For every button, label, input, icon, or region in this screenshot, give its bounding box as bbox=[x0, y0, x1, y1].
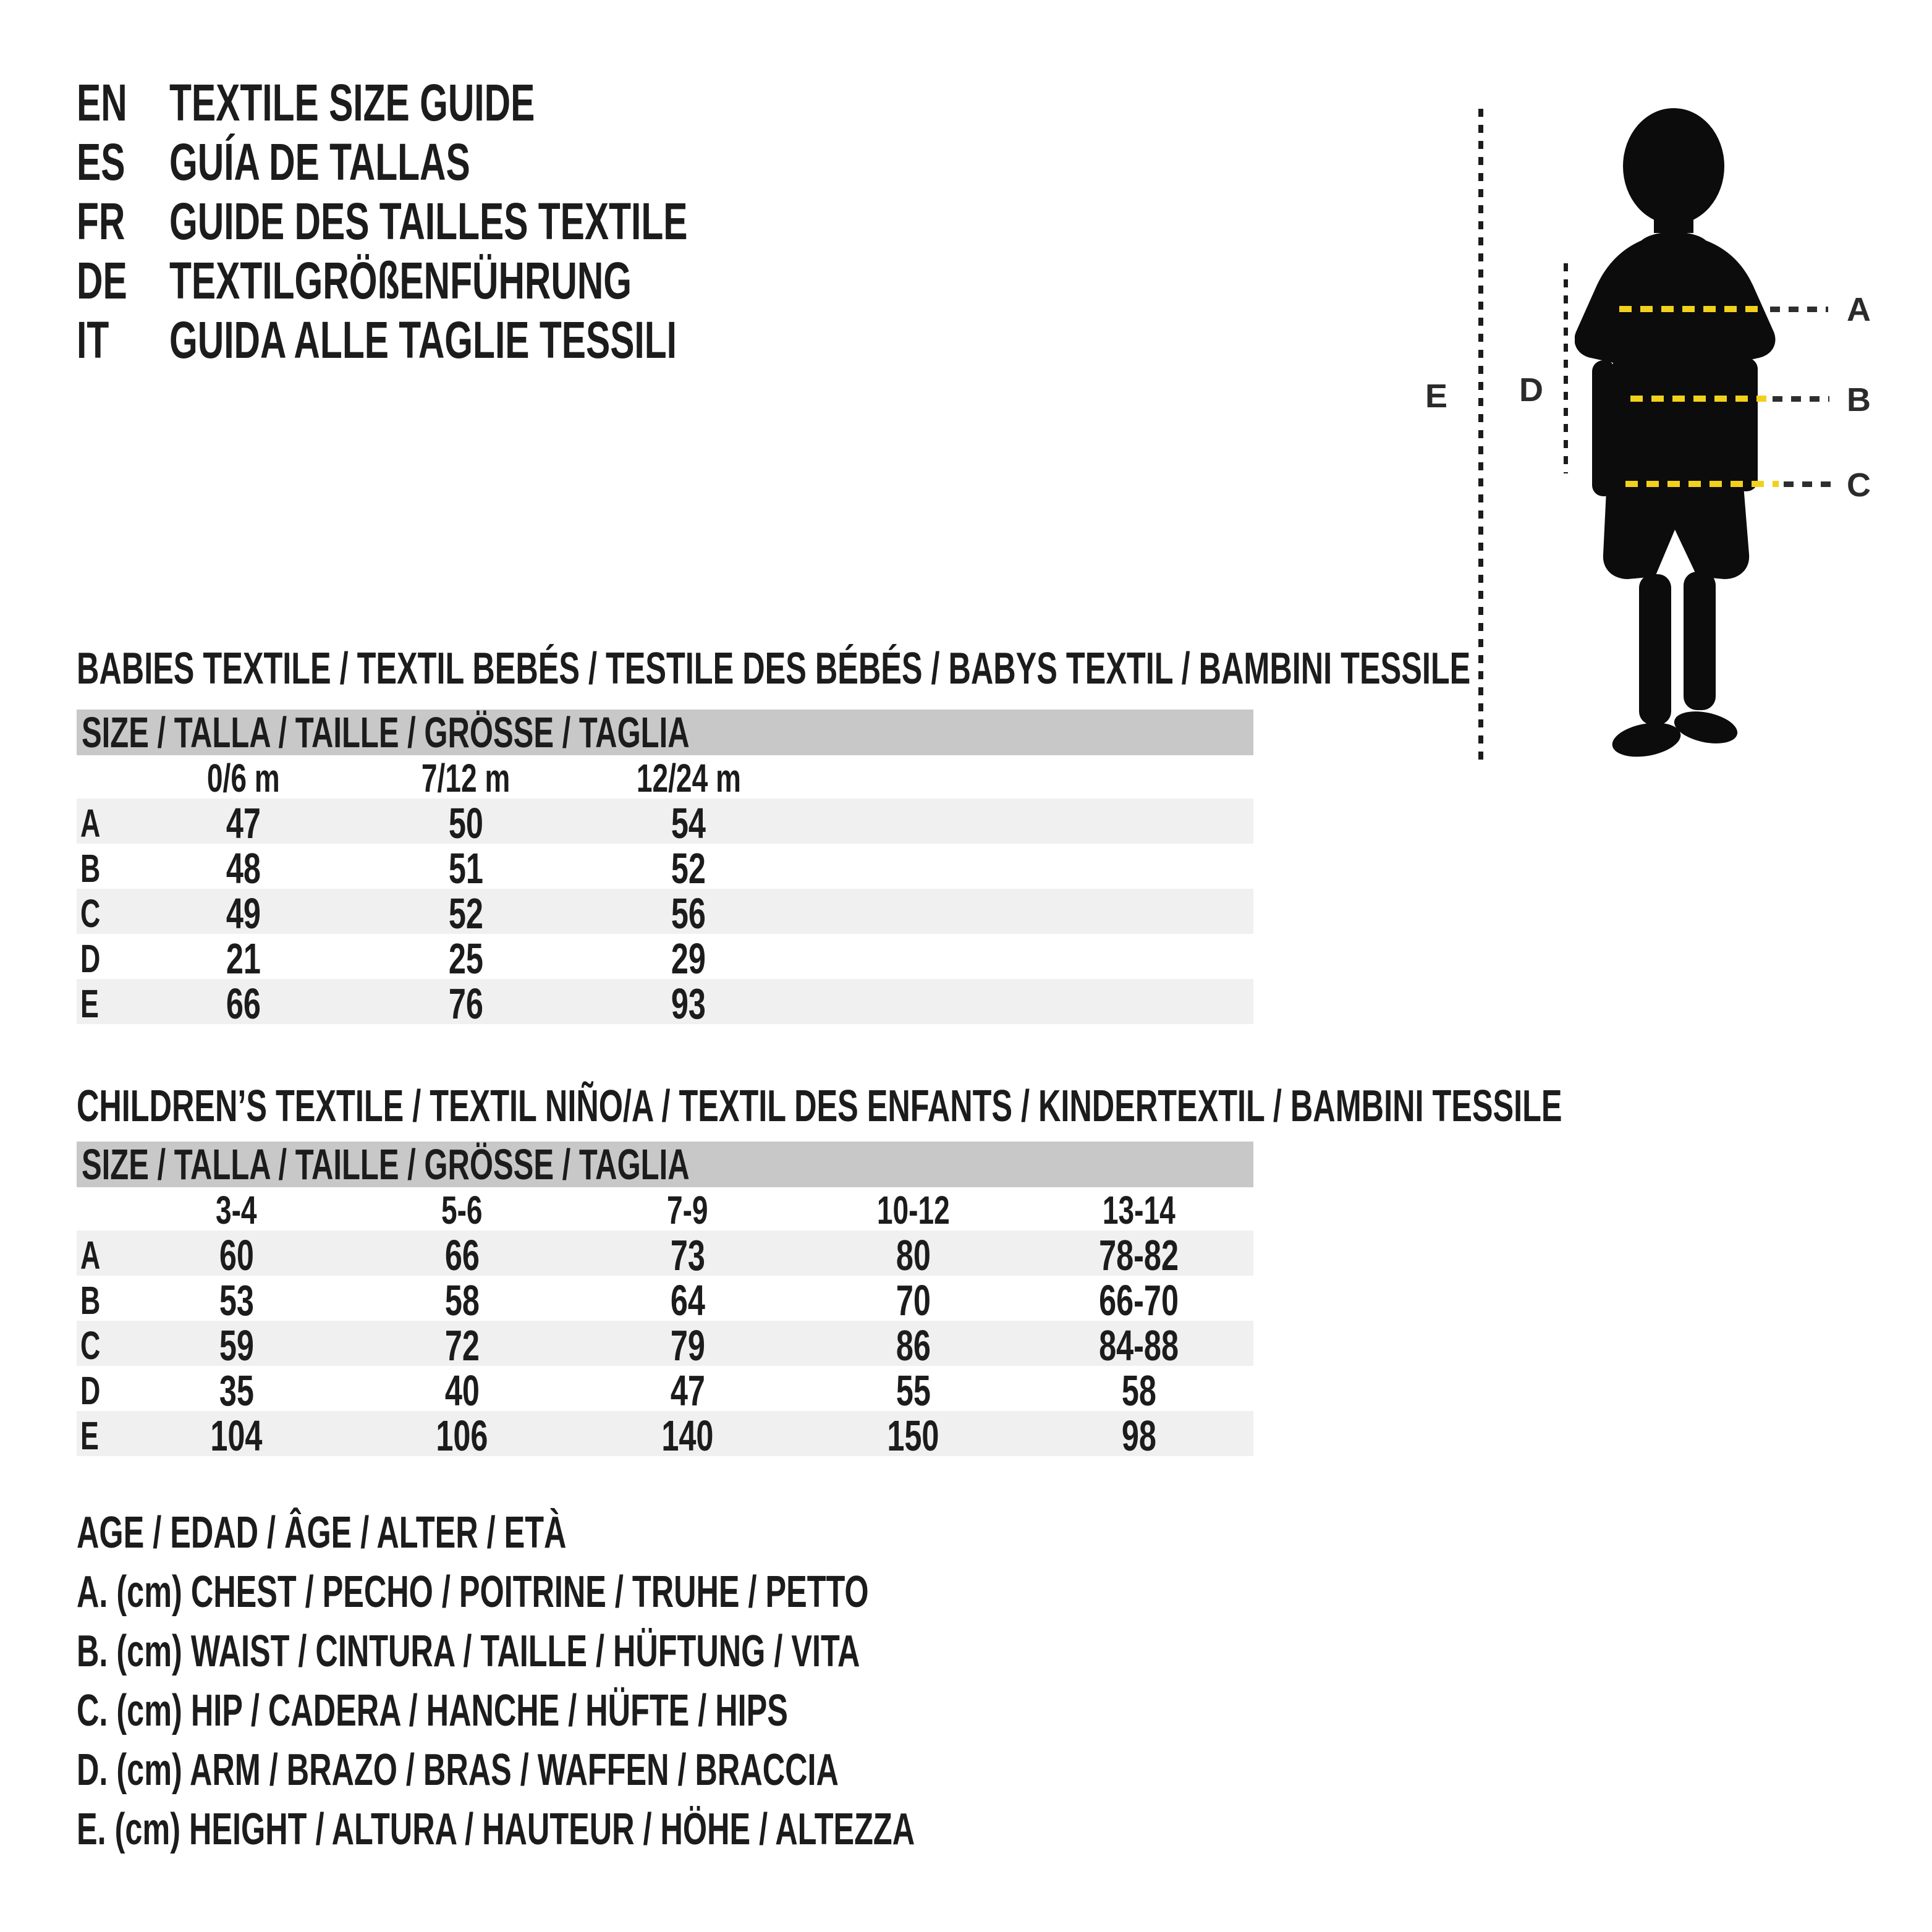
babies-row-c-val1: 49 bbox=[226, 889, 261, 938]
chest-measure-dash-yellow bbox=[1619, 306, 1763, 312]
children-row-d-val5: 58 bbox=[1121, 1366, 1156, 1415]
babies-row-c-label bbox=[77, 891, 132, 936]
children-row-b-label bbox=[77, 1277, 124, 1323]
lang-title-de bbox=[169, 251, 830, 311]
babies-row-b-label bbox=[77, 845, 132, 891]
children-row-a-label bbox=[77, 1232, 124, 1278]
hip-measure-dash-dark bbox=[1784, 481, 1833, 487]
children-row-a-col2 bbox=[349, 1231, 575, 1280]
babies-row-a-col2 bbox=[355, 799, 577, 848]
babies-row-a-col3 bbox=[577, 799, 800, 848]
children-row-b-col4 bbox=[800, 1276, 1026, 1325]
babies-colhead-7-12m bbox=[355, 755, 577, 801]
babies-colhead-7-12m-text: 7/12 m bbox=[422, 756, 511, 800]
babies-row-c-val2: 52 bbox=[448, 889, 484, 938]
lang-code-en-text: EN bbox=[77, 73, 127, 132]
legend-hip bbox=[77, 1681, 1274, 1740]
babies-row-d-col3 bbox=[577, 934, 800, 983]
babies-row-b bbox=[77, 844, 1253, 892]
children-row-d-label-text: D bbox=[80, 1368, 101, 1413]
children-row-b-val5: 66-70 bbox=[1099, 1276, 1179, 1324]
children-row-c-val5: 84-88 bbox=[1099, 1321, 1179, 1370]
children-row-c-val2: 72 bbox=[444, 1321, 480, 1370]
arm-measure-dotted-line bbox=[1564, 263, 1568, 473]
children-colhead-10-12-text: 10-12 bbox=[876, 1188, 950, 1232]
babies-column-header-row bbox=[77, 755, 1253, 799]
children-row-b-label-text: B bbox=[80, 1278, 101, 1323]
waist-measure-dash-yellow bbox=[1630, 396, 1766, 402]
children-row-a-label-text: A bbox=[80, 1233, 101, 1277]
babies-row-a-col1 bbox=[132, 799, 355, 848]
children-row-a-val4: 80 bbox=[896, 1231, 931, 1279]
children-row-e bbox=[77, 1411, 1253, 1460]
legend-age bbox=[77, 1503, 1274, 1562]
silhouette-left-arm bbox=[1592, 360, 1616, 496]
legend-arm-text: D. (cm) ARM / BRAZO / BRAS / WAFFEN / BRACCIA bbox=[77, 1745, 839, 1795]
silhouette-neck bbox=[1654, 203, 1693, 233]
children-section-heading bbox=[77, 1080, 1932, 1132]
children-row-b-col2 bbox=[349, 1276, 575, 1325]
children-colhead-7-9 bbox=[575, 1187, 800, 1233]
lang-title-es-text: GUÍA DE TALLAS bbox=[169, 132, 470, 191]
children-row-d-label bbox=[77, 1368, 124, 1413]
lang-row-en bbox=[77, 73, 910, 132]
lang-title-it bbox=[169, 310, 894, 370]
children-row-c-col5 bbox=[1026, 1321, 1252, 1370]
babies-row-d-label bbox=[77, 936, 132, 981]
legend-chest-text: A. (cm) CHEST / PECHO / POITRINE / TRUHE / PETTO bbox=[77, 1567, 869, 1617]
lang-code-it-text: IT bbox=[77, 310, 109, 369]
children-row-e-col4 bbox=[800, 1411, 1026, 1460]
babies-row-b-val2: 51 bbox=[448, 844, 484, 892]
children-row-a-val5: 78-82 bbox=[1099, 1231, 1179, 1279]
babies-row-a-val3: 54 bbox=[671, 799, 706, 847]
lang-title-fr-text: GUIDE DES TAILLES TEXTILE bbox=[169, 192, 688, 250]
lang-row-it bbox=[77, 310, 910, 370]
babies-row-d bbox=[77, 934, 1253, 983]
legend-waist bbox=[77, 1622, 1274, 1681]
children-row-e-col2 bbox=[349, 1411, 575, 1460]
children-row-b-col5 bbox=[1026, 1276, 1252, 1325]
children-row-a-col4 bbox=[800, 1231, 1026, 1280]
babies-row-c bbox=[77, 889, 1253, 938]
lang-title-it-text: GUIDA ALLE TAGLIE TESSILI bbox=[169, 310, 677, 369]
waist-measure-dash-dark bbox=[1773, 396, 1829, 402]
children-row-c-col1 bbox=[124, 1321, 349, 1370]
children-row-d-col4 bbox=[800, 1366, 1026, 1415]
children-colhead-3-4-text: 3-4 bbox=[216, 1188, 257, 1232]
lang-code-en bbox=[77, 73, 169, 133]
babies-row-b-val3: 52 bbox=[671, 844, 706, 892]
children-colhead-5-6 bbox=[349, 1187, 575, 1233]
children-row-a-val1: 60 bbox=[219, 1231, 254, 1279]
babies-section-heading-text: BABIES TEXTILE / TEXTIL BEBÉS / TESTILE DES BÉBÉS / BABYS TEXTIL / BAMBINI TESSILE bbox=[77, 644, 1471, 693]
babies-colhead-12-24m bbox=[577, 755, 800, 801]
babies-row-a-label bbox=[77, 800, 132, 846]
children-row-b-val3: 64 bbox=[670, 1276, 705, 1324]
children-row-c-col2 bbox=[349, 1321, 575, 1370]
lang-code-es-text: ES bbox=[77, 132, 125, 191]
babies-row-c-col1 bbox=[132, 889, 355, 938]
children-row-e-col5 bbox=[1026, 1411, 1252, 1460]
children-row-e-label bbox=[77, 1413, 124, 1459]
babies-section-heading bbox=[77, 643, 1932, 695]
children-row-c-val3: 79 bbox=[670, 1321, 705, 1370]
measure-label-c: C bbox=[1847, 467, 1871, 504]
babies-row-d-val2: 25 bbox=[448, 934, 484, 983]
measurement-legend bbox=[77, 1503, 1274, 1859]
lang-title-en bbox=[169, 73, 692, 133]
babies-row-c-col2 bbox=[355, 889, 577, 938]
lang-code-es bbox=[77, 132, 169, 192]
babies-row-e-col2 bbox=[355, 979, 577, 1028]
babies-row-e-val1: 66 bbox=[226, 980, 261, 1028]
children-row-a-col1 bbox=[124, 1231, 349, 1280]
babies-row-b-label-text: B bbox=[80, 846, 101, 891]
lang-code-it bbox=[77, 310, 169, 370]
babies-row-c-col3 bbox=[577, 889, 800, 938]
children-row-e-val5: 98 bbox=[1121, 1412, 1156, 1460]
children-row-d-val4: 55 bbox=[896, 1366, 931, 1415]
babies-row-a bbox=[77, 799, 1253, 847]
children-row-e-col3 bbox=[575, 1411, 800, 1460]
children-row-a-val3: 73 bbox=[670, 1231, 705, 1279]
children-row-c-val1: 59 bbox=[219, 1321, 254, 1370]
lang-title-fr bbox=[169, 192, 910, 252]
babies-row-b-val1: 48 bbox=[226, 844, 261, 892]
hip-measure-dash-yellow bbox=[1625, 481, 1779, 487]
babies-row-b-col3 bbox=[577, 844, 800, 893]
children-colhead-10-12 bbox=[800, 1187, 1026, 1233]
legend-waist-text: B. (cm) WAIST / CINTURA / TAILLE / HÜFTUNG / VITA bbox=[77, 1627, 860, 1676]
children-row-d bbox=[77, 1366, 1253, 1415]
babies-colhead-0-6m bbox=[132, 755, 355, 801]
babies-row-a-label-text: A bbox=[80, 801, 101, 845]
children-row-c-val4: 86 bbox=[896, 1321, 931, 1370]
children-row-e-val3: 140 bbox=[661, 1412, 714, 1460]
children-row-e-val2: 106 bbox=[436, 1412, 488, 1460]
silhouette-right-arm bbox=[1734, 358, 1758, 491]
babies-row-e-val3: 93 bbox=[671, 980, 706, 1028]
children-colhead-13-14-text: 13-14 bbox=[1102, 1188, 1176, 1232]
children-size-table bbox=[77, 1140, 1253, 1460]
lang-title-en-text: TEXTILE SIZE GUIDE bbox=[169, 73, 535, 132]
children-colhead-7-9-text: 7-9 bbox=[667, 1188, 708, 1232]
children-row-a-col3 bbox=[575, 1231, 800, 1280]
silhouette-left-shoe bbox=[1609, 718, 1683, 762]
children-row-b bbox=[77, 1276, 1253, 1324]
children-row-a bbox=[77, 1231, 1253, 1279]
legend-height-text: E. (cm) HEIGHT / ALTURA / HAUTEUR / HÖHE / ALTEZZA bbox=[77, 1805, 915, 1854]
children-row-b-val4: 70 bbox=[896, 1276, 931, 1324]
children-section-heading-text: CHILDREN’S TEXTILE / TEXTIL NIÑO/A / TEXTIL DES ENFANTS / KINDERTEXTIL / BAMBINI TESSILE bbox=[77, 1082, 1562, 1131]
children-row-e-val1: 104 bbox=[210, 1412, 263, 1460]
babies-row-d-label-text: D bbox=[80, 936, 101, 981]
children-row-d-col5 bbox=[1026, 1366, 1252, 1415]
chest-measure-dash-dark bbox=[1770, 307, 1828, 312]
children-row-c bbox=[77, 1321, 1253, 1370]
lang-row-es bbox=[77, 132, 910, 192]
children-row-d-col3 bbox=[575, 1366, 800, 1415]
lang-row-fr bbox=[77, 192, 910, 251]
children-row-c-label-text: C bbox=[80, 1323, 101, 1368]
children-row-c-label bbox=[77, 1323, 124, 1368]
language-title-block bbox=[77, 73, 910, 370]
measure-label-e: E bbox=[1425, 378, 1448, 415]
babies-row-e-label bbox=[77, 981, 132, 1027]
lang-title-de-text: TEXTILGRÖßENFÜHRUNG bbox=[169, 251, 632, 310]
lang-row-de bbox=[77, 251, 910, 310]
children-row-d-val2: 40 bbox=[444, 1366, 480, 1415]
children-row-b-val2: 58 bbox=[444, 1276, 480, 1324]
children-row-b-col3 bbox=[575, 1276, 800, 1325]
babies-row-d-val1: 21 bbox=[226, 934, 261, 983]
lang-code-fr bbox=[77, 192, 169, 252]
measure-label-d: D bbox=[1519, 371, 1543, 409]
lang-code-de bbox=[77, 251, 169, 311]
babies-row-e-col3 bbox=[577, 979, 800, 1028]
children-row-c-col3 bbox=[575, 1321, 800, 1370]
legend-arm bbox=[77, 1740, 1274, 1800]
children-row-d-col1 bbox=[124, 1366, 349, 1415]
babies-row-d-val3: 29 bbox=[671, 934, 706, 983]
children-colhead-13-14 bbox=[1026, 1187, 1252, 1233]
babies-row-b-col1 bbox=[132, 844, 355, 893]
silhouette-shorts bbox=[1603, 478, 1749, 579]
children-row-e-val4: 150 bbox=[887, 1412, 939, 1460]
babies-size-header-text: SIZE / TALLA / TAILLE / GRÖSSE / TAGLIA bbox=[82, 708, 690, 756]
children-row-b-col1 bbox=[124, 1276, 349, 1325]
lang-code-fr-text: FR bbox=[77, 192, 125, 250]
children-row-e-col1 bbox=[124, 1411, 349, 1460]
babies-size-header-bar bbox=[77, 710, 1253, 755]
children-row-a-col5 bbox=[1026, 1231, 1252, 1280]
babies-row-a-val1: 47 bbox=[226, 799, 261, 847]
legend-hip-text: C. (cm) HIP / CADERA / HANCHE / HÜFTE / HIPS bbox=[77, 1686, 788, 1735]
legend-chest bbox=[77, 1562, 1274, 1622]
children-size-header-text: SIZE / TALLA / TAILLE / GRÖSSE / TAGLIA bbox=[82, 1140, 690, 1188]
children-column-header-row bbox=[77, 1187, 1253, 1231]
legend-height bbox=[77, 1800, 1274, 1859]
children-row-e-label-text: E bbox=[80, 1413, 99, 1458]
lang-code-de-text: DE bbox=[77, 251, 127, 310]
children-row-a-val2: 66 bbox=[444, 1231, 480, 1279]
babies-row-c-label-text: C bbox=[80, 891, 101, 936]
babies-row-c-val3: 56 bbox=[671, 889, 706, 938]
babies-row-e-col1 bbox=[132, 979, 355, 1028]
babies-colhead-0-6m-text: 0/6 m bbox=[207, 756, 280, 800]
babies-size-table bbox=[77, 708, 1253, 1028]
babies-row-e-label-text: E bbox=[80, 981, 99, 1026]
babies-row-e bbox=[77, 979, 1253, 1028]
silhouette-right-shoe bbox=[1671, 706, 1740, 749]
children-row-d-val3: 47 bbox=[670, 1366, 705, 1415]
children-colhead-5-6-text: 5-6 bbox=[441, 1188, 483, 1232]
measure-label-b: B bbox=[1847, 381, 1871, 418]
children-colhead-3-4 bbox=[124, 1187, 349, 1233]
children-row-d-col2 bbox=[349, 1366, 575, 1415]
babies-row-d-col2 bbox=[355, 934, 577, 983]
children-row-c-col4 bbox=[800, 1321, 1026, 1370]
legend-age-text: AGE / EDAD / ÂGE / ALTER / ETÀ bbox=[77, 1508, 567, 1557]
babies-row-e-val2: 76 bbox=[448, 980, 484, 1028]
measure-label-a: A bbox=[1847, 291, 1871, 328]
children-row-d-val1: 35 bbox=[219, 1366, 254, 1415]
children-row-b-val1: 53 bbox=[219, 1276, 254, 1324]
babies-row-d-col1 bbox=[132, 934, 355, 983]
children-size-header-bar bbox=[77, 1142, 1253, 1187]
babies-colhead-12-24m-text: 12/24 m bbox=[636, 756, 741, 800]
lang-title-es bbox=[169, 132, 599, 192]
babies-row-a-val2: 50 bbox=[448, 799, 484, 847]
babies-row-b-col2 bbox=[355, 844, 577, 893]
